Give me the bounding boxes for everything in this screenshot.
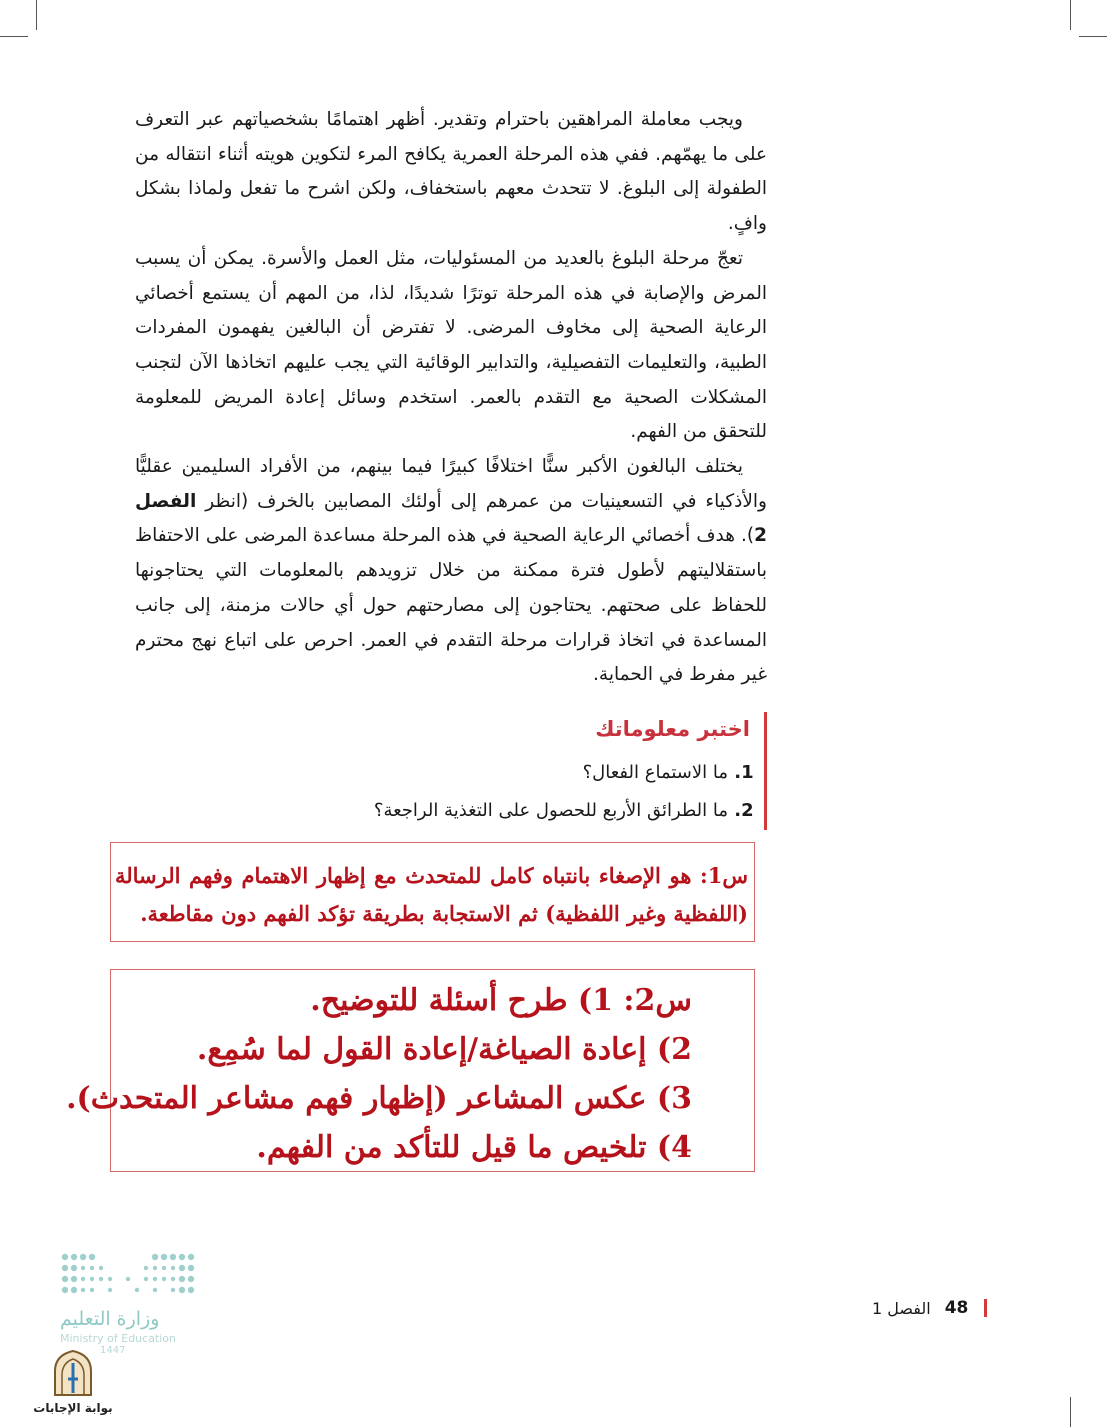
crop-mark [1079,36,1107,37]
logo-dot [171,1288,175,1292]
logo-dot [179,1254,185,1260]
answer-2-line: س2: 1) طرح أسئلة للتوضيح. [310,983,692,1018]
logo-dot [80,1254,86,1260]
logo-dot [62,1276,68,1282]
logo-dot [188,1265,194,1271]
logo-dot [188,1276,194,1282]
logo-dot [188,1254,194,1260]
logo-dot [144,1277,148,1281]
paragraph-adults: تعجّ مرحلة البلوغ بالعديد من المسئوليات، مثل العمل والأسرة. يمكن أن يسبب المرض والإصابة في هذه المرحلة توترًا شديدًا، لذا، من المهم أن يستمع أخصائي الرعاية الصحية إلى مخاوف المرضى. لا تفترض أن البالغين يفهمون المفردات الطبية، والتعليمات التفصيلية، والتدابير الوقائية التي يجب عليهم اتخاذها الآن لتجنب المشكلات الصحية مع التقدم بالعمر. استخدم وسائل إعادة المريض للمعلومة للتحقق من الفهم. [135,247,767,443]
page-number: 48 [944,1298,969,1318]
logo-dot [108,1277,112,1281]
logo-dot [71,1265,77,1271]
answer-1-text: س1: هو الإصغاء بانتباه كامل للمتحدث مع إظهار الاهتمام وفهم الرسالة (اللفظية وغير اللفظية) ثم الاستجابة بطريقة تؤكد الفهم دون مقاطعة. [115,863,748,926]
logo-dot [188,1287,194,1293]
logo-dot [144,1266,148,1270]
logo-dot [99,1277,103,1281]
logo-dot [170,1254,176,1260]
quiz-question: 2. ما الطرائق الأربع للحصول على التغذية الراجعة؟ [330,792,728,830]
logo-dot [62,1265,68,1271]
portal-label: بوابة الإجابات [33,1401,113,1415]
dots-logo-icon [60,1252,196,1298]
logo-dot [99,1266,103,1270]
logo-dot [153,1288,157,1292]
logo-dot [153,1266,157,1270]
logo-english-text: Ministry of Education [60,1332,177,1345]
logo-year: 1447 [100,1345,126,1356]
paragraph-elderly: يختلف البالغون الأكبر سنًّا اختلافًا كبيرًا فيما بينهم، من الأفراد السليمين عقليًّا والأذكياء في التسعينيات من عمرهم إلى أولئك المصابين بالخرف (انظر الفصل 2). هدف أخصائي الرعاية الصحية في هذه المرحلة مساعدة المرضى على الاحتفاظ باستقلاليتهم لأطول فترة ممكنة من خلال تزويدهم بالمعلومات التي يحتاجونها للحفاظ على صحتهم. يحتاجون إلى مصارحتهم حول أي حالات مزمنة، إلى جانب المساعدة في اتخاذ قرارات مرحلة التقدم في العمر. احرص على اتباع نهج محترم غير مفرط في الحماية. [135,456,767,686]
logo-dot [161,1254,167,1260]
answer-2-line: 2) إعادة الصياغة/إعادة القول لما سُمِع. [196,1032,692,1067]
logo-dot [179,1287,185,1293]
logo-dot [152,1254,158,1260]
logo-arabic-text: وزارة التعليم [60,1308,160,1330]
logo-dot [71,1287,77,1293]
quiz-list [330,754,750,830]
footer-accent-bar [984,1299,987,1317]
logo-dot [81,1288,85,1292]
logo-dot [179,1265,185,1271]
logo-dot [171,1266,175,1270]
quiz-section [330,712,767,830]
logo-dot [153,1277,157,1281]
answer-2-line: 3) عكس المشاعر (إظهار فهم مشاعر المتحدث). [66,1081,692,1116]
quiz-title: اختبر معلوماتك [595,717,750,741]
logo-dot [179,1276,185,1282]
answer-box-1 [110,842,755,942]
chapter-reference: الفصل 2 [135,490,767,547]
answer-2-line: 4) تلخيص ما قيل للتأكد من الفهم. [256,1130,692,1165]
logo-dot [89,1254,95,1260]
ministry-logo [60,1252,200,1356]
crop-mark [1070,1397,1071,1427]
logo-dot [90,1266,94,1270]
mosque-icon [52,1349,94,1397]
body-text [135,103,767,693]
logo-dot [90,1277,94,1281]
logo-dot [135,1288,139,1292]
paragraph-teens: ويجب معاملة المراهقين باحترام وتقدير. أظهر اهتمامًا بشخصياتهم عبر التعرف على ما يهمّهم. ففي هذه المرحلة العمرية يكافح المرء لتكوين هويته أثناء انتقاله من الطفولة إلى البلوغ. لا تتحدث معهم باستخفاف، ولكن اشرح ما تفعل ولماذا بشكل وافٍ. [135,109,767,235]
logo-dot [62,1254,68,1260]
page-footer [872,1298,987,1318]
logo-dot [71,1276,77,1282]
logo-dot [62,1287,68,1293]
crop-mark [1070,0,1071,30]
logo-dot [81,1266,85,1270]
quiz-question: 1. ما الاستماع الفعال؟ [330,754,728,792]
logo-dot [162,1266,166,1270]
answer-box-2 [66,969,755,1172]
logo-dot [171,1277,175,1281]
logo-dot [108,1288,112,1292]
portal-watermark [33,1349,113,1415]
logo-dot [71,1254,77,1260]
crop-mark [36,0,37,30]
crop-mark [0,36,28,37]
logo-dot [126,1277,130,1281]
logo-dot [81,1277,85,1281]
logo-dot [162,1277,166,1281]
chapter-label: الفصل 1 [872,1298,931,1318]
logo-dot [90,1288,94,1292]
